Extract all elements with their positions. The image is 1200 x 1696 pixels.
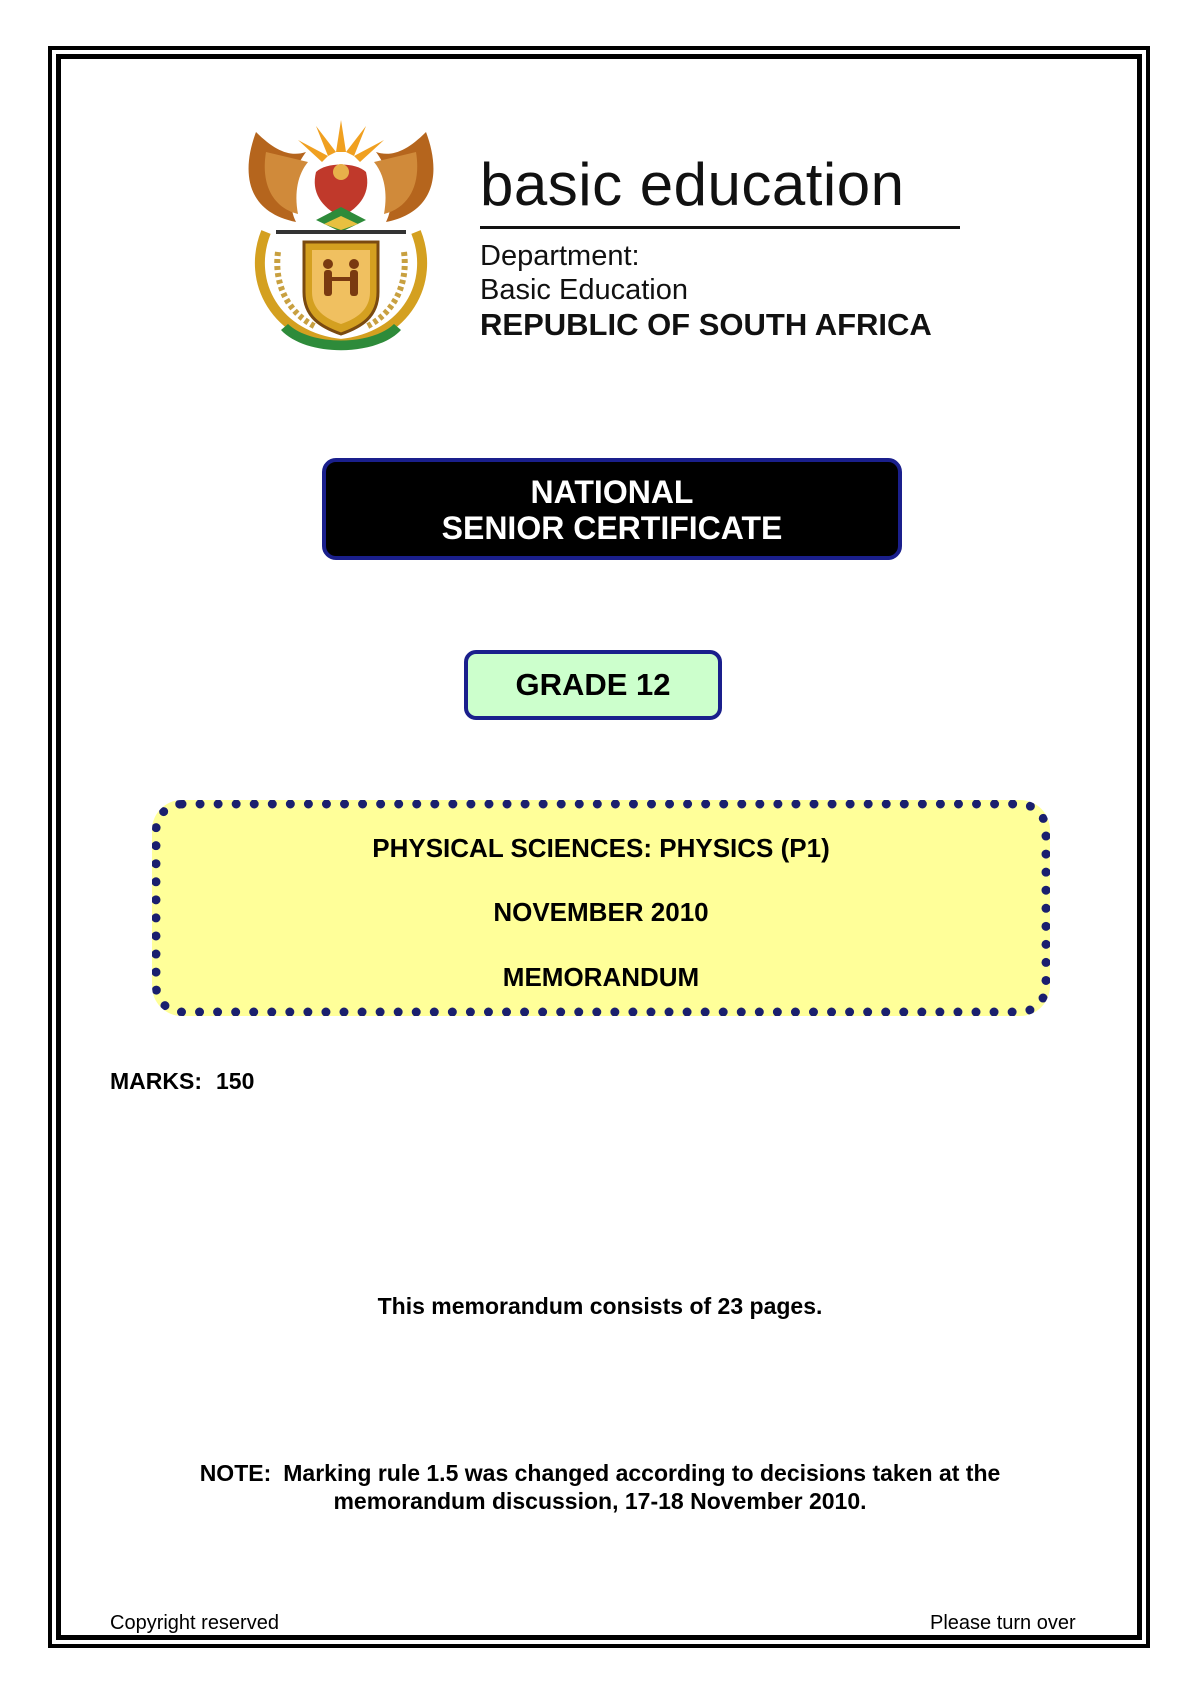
subject-title: PHYSICAL SCIENCES: PHYSICS (P1) [372,833,830,863]
footer-copyright: Copyright reserved [110,1612,279,1634]
marks-label: MARKS: [110,1068,202,1094]
document-kind: MEMORANDUM [502,962,700,992]
department-header [480,150,960,343]
department-label: Department: [480,240,640,272]
brand-name: basic education [480,150,960,229]
subject-panel [152,800,1050,1016]
certificate-line-2: SENIOR CERTIFICATE [441,510,783,546]
grade-badge: GRADE 12 [464,650,722,720]
marking-rule-note [150,1459,1050,1515]
department-name: Basic Education [480,274,688,306]
certificate-line-1: NATIONAL [530,474,694,510]
note-text: Marking rule 1.5 was changed according to decisions taken at the memorandum discussion, 17-18 November 2010. [283,1460,1001,1514]
exam-date: NOVEMBER 2010 [493,897,709,927]
marks-line [110,1068,254,1095]
footer-turn-over: Please turn over [930,1612,1076,1634]
coat-of-arms-icon [236,112,446,362]
certificate-banner [322,458,902,560]
marks-value: 150 [216,1068,255,1094]
page-count-note: This memorandum consists of 23 pages. [377,1293,823,1319]
country-name: REPUBLIC OF SOUTH AFRICA [480,307,932,342]
note-label: NOTE: [199,1460,272,1486]
